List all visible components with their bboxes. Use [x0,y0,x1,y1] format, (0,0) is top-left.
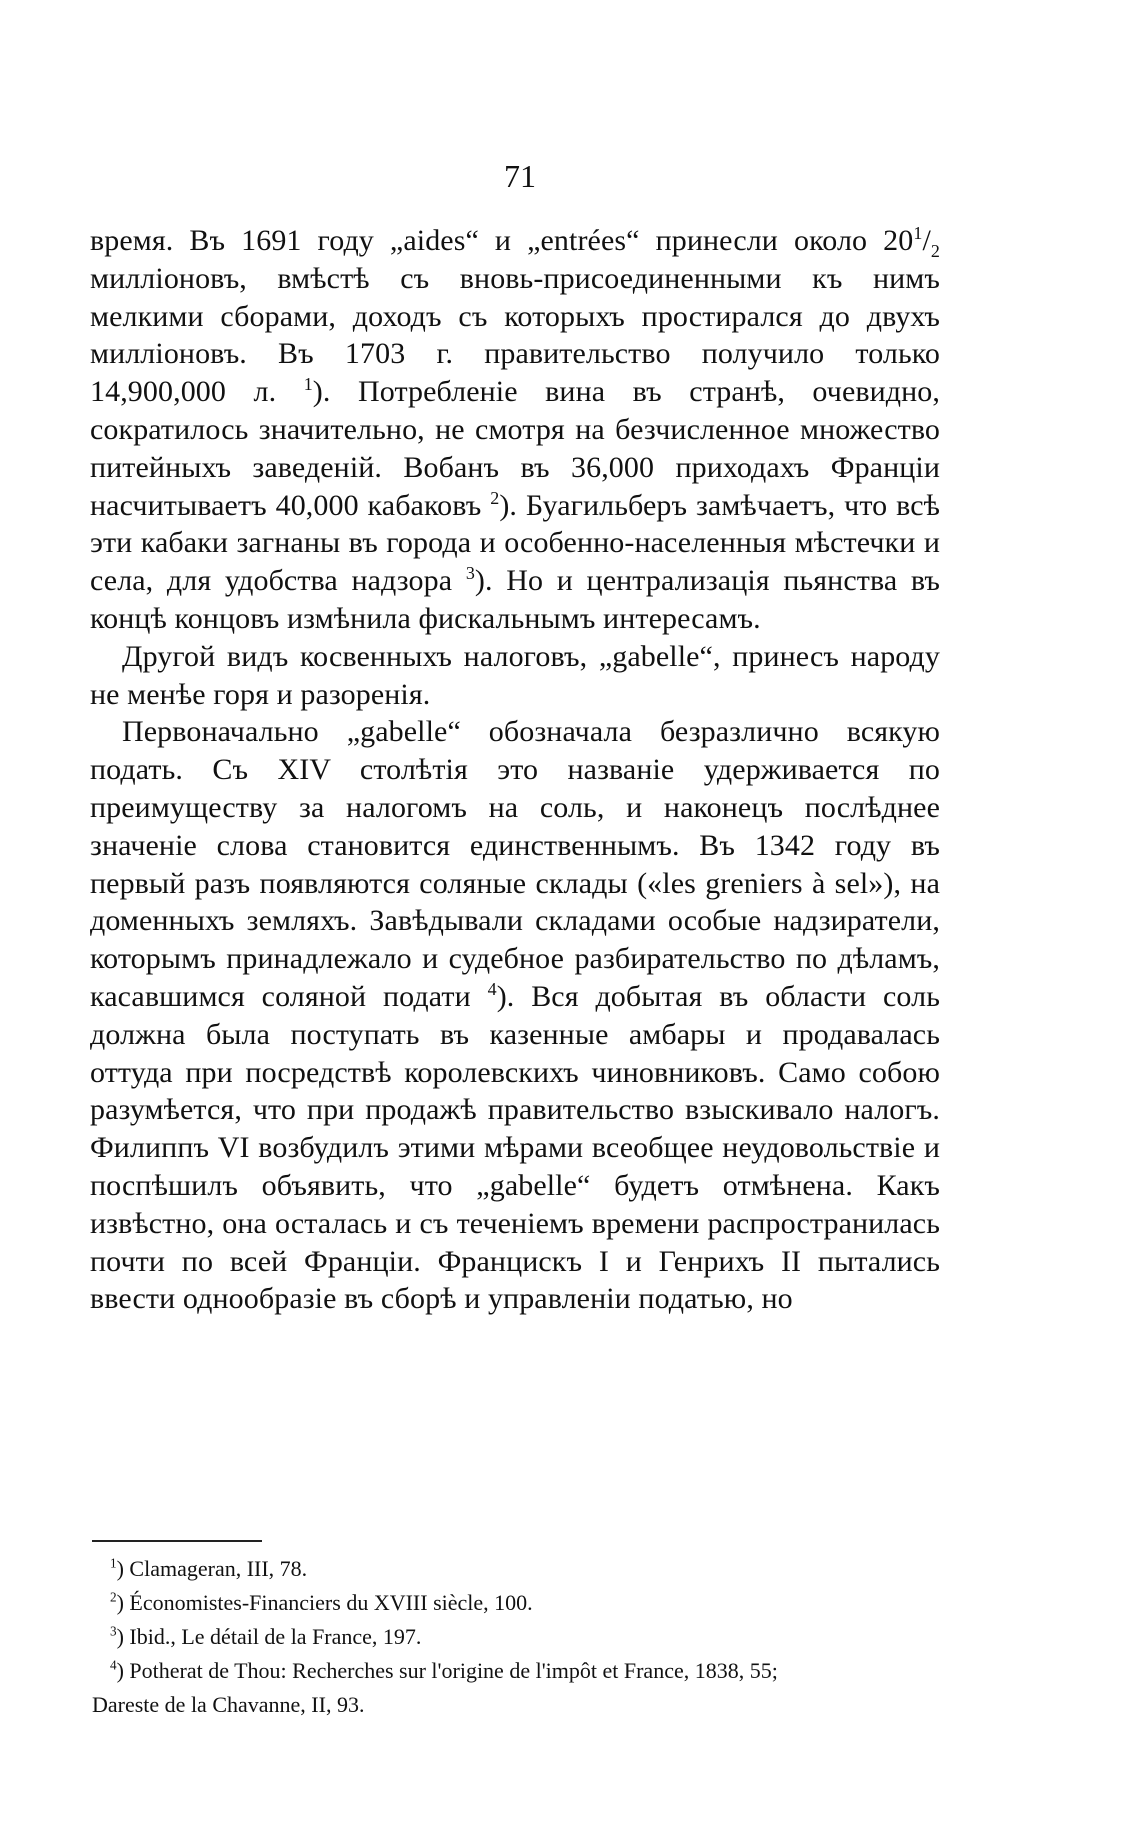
footnote-ref: 4 [487,978,497,999]
text-run: ). Но и централизація пьянства въ концѣ концовъ измѣнила фискальнымъ интересамъ. [90,564,941,635]
footnote-continuation: Dareste de la Chavanne, II, 93. [92,1692,365,1717]
footnote-text: ) Clamageran, III, 78. [116,1556,308,1581]
text-run: Первоначально „gabelle“ обозначала безразлично всякую подать. Съ XIV столѣтія это названіе удерживается по преимуществу за налогомъ на соль, и наконецъ послѣднее значеніе слова становится единственнымъ. Въ 1342 году въ первый разъ появляются соляные склады («les greniers à sel»), на доменныхъ земляхъ. Завѣдывали складами особые надзиратели, которымъ принадлежало и судебное разбирательство по дѣламъ, касавшимся соляной подати [90,715,940,1013]
body-text [90,222,940,1318]
text-run: ). Вся добытая въ области соль должна была поступать въ казенные амбары и продавалась оттуда при посредствѣ королевскихъ чиновниковъ. Само собою разумѣется, что при продажѣ правительство взыскивало налогъ. Филиппъ VI возбудилъ этими мѣрами всеобщее неудовольствіе и поспѣшилъ объявить, что „gabelle“ будетъ отмѣнена. Какъ извѣстно, она осталась и съ теченіемъ времени распространилась почти по всей Франціи. Францискъ I и Генрихъ II пытались ввести однообразіе въ сборѣ и управленіи податью, но [90,979,940,1316]
text-run: ). Буагильберъ замѣчаетъ, что всѣ эти кабаки загнаны въ города и особенно-населенныя мѣстечки и села, для удобства надзора [90,488,940,598]
footnotes [92,1552,942,1722]
text-run: время. Въ 1691 году „aides“ и „entrées“ принесли около 20 [90,224,914,257]
footnote-ref: 2 [490,487,500,508]
text-run: ). Потребленіе вина въ странѣ, очевидно, сократилось значительно, не смотря на безчисленное множество питейныхъ заведеній. Вобанъ въ 36,000 приходахъ Франціи насчитываетъ 40,000 кабаковъ [90,375,941,522]
text-run: Другой видъ косвенныхъ налоговъ, „gabelle“, принесъ народу не менѣе горя и разоренія. [90,639,940,711]
footnote-rule [92,1540,262,1542]
footnote-marker: 4 [110,1657,117,1673]
footnote-ref: 3 [465,563,475,584]
footnote-marker: 3 [110,1623,117,1639]
paragraph [90,638,940,714]
footnote-text: ) Potherat de Thou: Recherches sur l'origine de l'impôt et France, 1838, 55; [116,1658,778,1683]
footnote [92,1620,942,1654]
footnote-text: ) Économistes-Financiers du XVIII siècle, 100. [116,1590,533,1615]
text-run: / [922,224,931,257]
footnote-marker: 2 [110,1589,117,1605]
paragraph [90,713,940,1318]
page-number: 71 [504,158,536,194]
footnote-text: ) Ibid., Le détail de la France, 197. [116,1624,422,1649]
footnote [92,1586,942,1620]
fraction-denominator: 2 [930,241,940,261]
footnote-ref: 1 [913,223,923,243]
paragraph [90,222,940,638]
text-run: милліоновъ, вмѣстѣ съ вновь-присоединенными къ нимъ мелкими сборами, доходъ съ которыхъ простирался до двухъ милліоновъ. Въ 1703 г. правительство получило только 14,900,000 л. [90,261,940,409]
footnote-marker: 1 [110,1555,117,1571]
footnote [92,1552,942,1586]
footnote-ref: 1 [303,374,313,395]
footnote [92,1654,942,1688]
